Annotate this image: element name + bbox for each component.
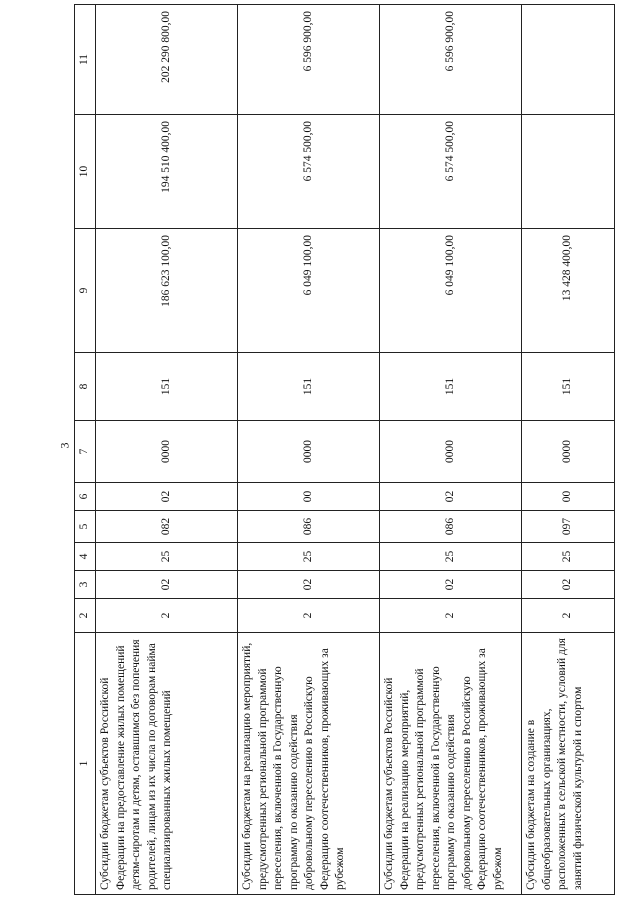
row-code-7: 0000 (96, 421, 238, 483)
row-code-3: 02 (96, 571, 238, 599)
row-code-2: 2 (522, 599, 615, 633)
row-code-6: 02 (380, 483, 522, 511)
budget-table (74, 4, 615, 895)
rotated-table-container (74, 5, 604, 895)
row-amount-9: 186 623 100,00 (96, 229, 238, 353)
header-cell-8: 8 (75, 353, 96, 421)
table-row (96, 5, 238, 895)
header-cell-10: 10 (75, 115, 96, 229)
page-number: 3 (57, 442, 72, 449)
row-code-3: 02 (380, 571, 522, 599)
row-description: Субсидии бюджетам субъектов Российской Федерации на реализацию мероприятий, предусмотренных региональной программой переселения, включенной в Государственную программу по оказанию содействия добровольному переселению в Российскую Федерацию соотечественников, проживающих за рубежом (380, 633, 522, 895)
header-row (75, 5, 96, 895)
header-cell-4: 4 (75, 543, 96, 571)
row-code-2: 2 (96, 599, 238, 633)
header-cell-9: 9 (75, 229, 96, 353)
header-cell-2: 2 (75, 599, 96, 633)
row-amount-9: 13 428 400,00 (522, 229, 615, 353)
table-row (522, 5, 615, 895)
row-amount-11 (522, 5, 615, 115)
row-amount-11: 6 596 900,00 (380, 5, 522, 115)
row-code-4: 25 (238, 543, 380, 571)
header-cell-3: 3 (75, 571, 96, 599)
row-amount-9: 6 049 100,00 (380, 229, 522, 353)
row-amount-10: 194 510 400,00 (96, 115, 238, 229)
header-cell-1: 1 (75, 633, 96, 895)
row-code-4: 25 (96, 543, 238, 571)
row-code-8: 151 (522, 353, 615, 421)
row-amount-10: 6 574 500,00 (380, 115, 522, 229)
table-row (380, 5, 522, 895)
row-code-8: 151 (380, 353, 522, 421)
row-code-8: 151 (238, 353, 380, 421)
row-code-8: 151 (96, 353, 238, 421)
row-description: Субсидии бюджетам на создание в общеобразовательных организациях, расположенных в сельской местности, условий для занятий физической культурой и спортом (522, 633, 615, 895)
row-code-7: 0000 (238, 421, 380, 483)
row-code-4: 25 (380, 543, 522, 571)
row-code-7: 0000 (522, 421, 615, 483)
row-code-6: 02 (96, 483, 238, 511)
row-code-3: 02 (238, 571, 380, 599)
row-code-5: 082 (96, 511, 238, 543)
table-row (238, 5, 380, 895)
row-description: Субсидии бюджетам субъектов Российской Федерации на предоставление жилых помещений детям-сиротам и детям, оставшимся без попечения родителей, лицам из их числа по договорам найма специализированных жилых помещений (96, 633, 238, 895)
row-amount-9: 6 049 100,00 (238, 229, 380, 353)
row-amount-10 (522, 115, 615, 229)
row-code-5: 086 (380, 511, 522, 543)
row-code-2: 2 (380, 599, 522, 633)
header-cell-7: 7 (75, 421, 96, 483)
row-code-7: 0000 (380, 421, 522, 483)
row-amount-10: 6 574 500,00 (238, 115, 380, 229)
row-code-6: 00 (522, 483, 615, 511)
row-code-3: 02 (522, 571, 615, 599)
row-code-4: 25 (522, 543, 615, 571)
row-code-5: 097 (522, 511, 615, 543)
header-cell-5: 5 (75, 511, 96, 543)
row-code-6: 00 (238, 483, 380, 511)
row-amount-11: 6 596 900,00 (238, 5, 380, 115)
row-code-5: 086 (238, 511, 380, 543)
row-amount-11: 202 290 800,00 (96, 5, 238, 115)
header-cell-11: 11 (75, 5, 96, 115)
row-description: Субсидии бюджетам на реализацию мероприятий, предусмотренных региональной программой переселения, включенной в Государственную программу по оказанию содействия добровольному переселению в Российскую Федерацию соотечественников, проживающих за рубежом (238, 633, 380, 895)
row-code-2: 2 (238, 599, 380, 633)
header-cell-6: 6 (75, 483, 96, 511)
